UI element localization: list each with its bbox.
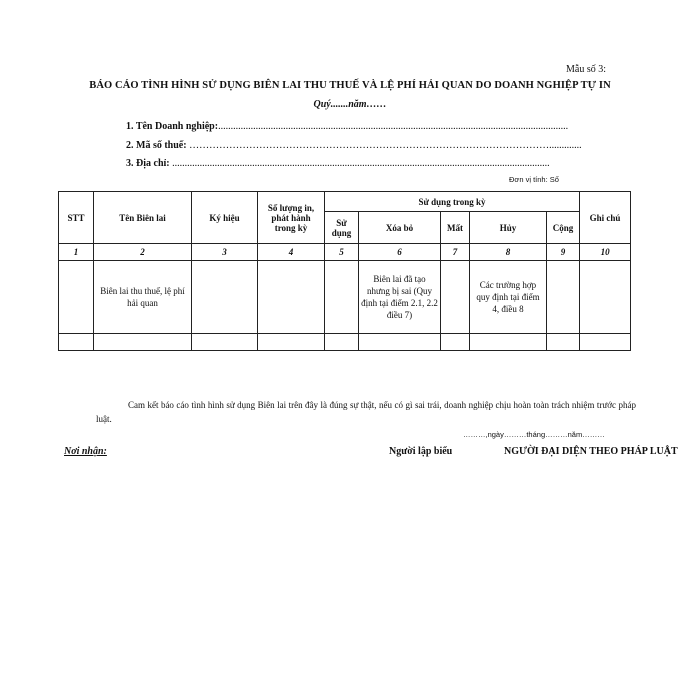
header-cancelled: Hủy [470, 212, 547, 244]
column-number: 4 [258, 244, 325, 261]
cell-empty [192, 334, 258, 351]
column-number: 3 [192, 244, 258, 261]
cell-empty [258, 334, 325, 351]
column-number-row [59, 244, 631, 261]
cell-symbol [192, 261, 258, 334]
cell-deleted: Biên lai đã tạo nhưng bị sai (Quy định tại điểm 2.1, 2.2 điều 7) [359, 261, 441, 334]
cell-lost [441, 261, 470, 334]
form-number: Mẫu số 3: [566, 64, 606, 75]
field-label: 1. Tên Doanh nghiệp: [126, 121, 219, 132]
usage-table [58, 191, 631, 351]
cell-empty [441, 334, 470, 351]
column-number: 6 [359, 244, 441, 261]
field-dots: ………………………………………………………………………………………………............. [186, 140, 582, 151]
field-company-name [126, 121, 568, 132]
column-number: 8 [470, 244, 547, 261]
cell-name: Biên lai thu thuế, lệ phí hải quan [94, 261, 192, 334]
field-dots: ....................................................................................................................................................... [169, 158, 550, 169]
cell-empty [325, 334, 359, 351]
header-lost: Mất [441, 212, 470, 244]
column-number: 7 [441, 244, 470, 261]
cell-used [325, 261, 359, 334]
cell-total [547, 261, 580, 334]
report-period: Quý.......năm…… [313, 99, 387, 110]
field-label: 2. Mã số thuế: [126, 140, 187, 151]
cell-empty [470, 334, 547, 351]
field-dots: ............................................................................................................................................ [218, 121, 569, 132]
header-issued: Số lượng in, phát hành trong kỳ [258, 192, 325, 244]
field-tax-code [126, 140, 582, 151]
report-title: BÁO CÁO TÌNH HÌNH SỬ DỤNG BIÊN LAI THU THUẾ VÀ LỆ PHÍ HẢI QUAN DO DOANH NGHIỆP TỰ IN [89, 80, 611, 91]
cell-empty [547, 334, 580, 351]
header-stt: STT [59, 192, 94, 244]
header-deleted: Xóa bỏ [359, 212, 441, 244]
recipients-label: Nơi nhận: [64, 446, 107, 457]
unit-label: Đơn vị tính: Số [509, 175, 559, 184]
table-row-empty [59, 334, 631, 351]
header-name: Tên Biên lai [94, 192, 192, 244]
header-used: Sử dụng [325, 212, 359, 244]
cell-stt [59, 261, 94, 334]
field-label: 3. Địa chỉ: [126, 158, 170, 169]
commitment-text: Cam kết báo cáo tình hình sử dụng Biên lai trên đây là đúng sự thật, nếu có gì sai trái, doanh nghiệp chịu hoàn toàn trách nhiệm trước pháp luật. [96, 400, 636, 424]
field-address [126, 158, 550, 169]
cell-note [580, 261, 631, 334]
cell-empty [580, 334, 631, 351]
column-number: 5 [325, 244, 359, 261]
column-number: 9 [547, 244, 580, 261]
column-number: 1 [59, 244, 94, 261]
header-usage-group: Sử dụng trong kỳ [325, 192, 580, 212]
column-number: 2 [94, 244, 192, 261]
header-symbol: Ký hiệu [192, 192, 258, 244]
preparer-label: Người lập biểu [389, 446, 453, 457]
cell-issued [258, 261, 325, 334]
column-number: 10 [580, 244, 631, 261]
header-total: Cộng [547, 212, 580, 244]
cell-empty [59, 334, 94, 351]
cell-cancelled: Các trường hợp quy định tại điểm 4, điều 8 [470, 261, 547, 334]
cell-empty [94, 334, 192, 351]
legal-representative-label: NGƯỜI ĐẠI DIỆN THEO PHÁP LUẬT [504, 446, 678, 457]
cell-empty [359, 334, 441, 351]
header-note: Ghi chú [580, 192, 631, 244]
date-line: ………,ngày………tháng………năm……… [463, 430, 605, 439]
table-row [59, 261, 631, 334]
